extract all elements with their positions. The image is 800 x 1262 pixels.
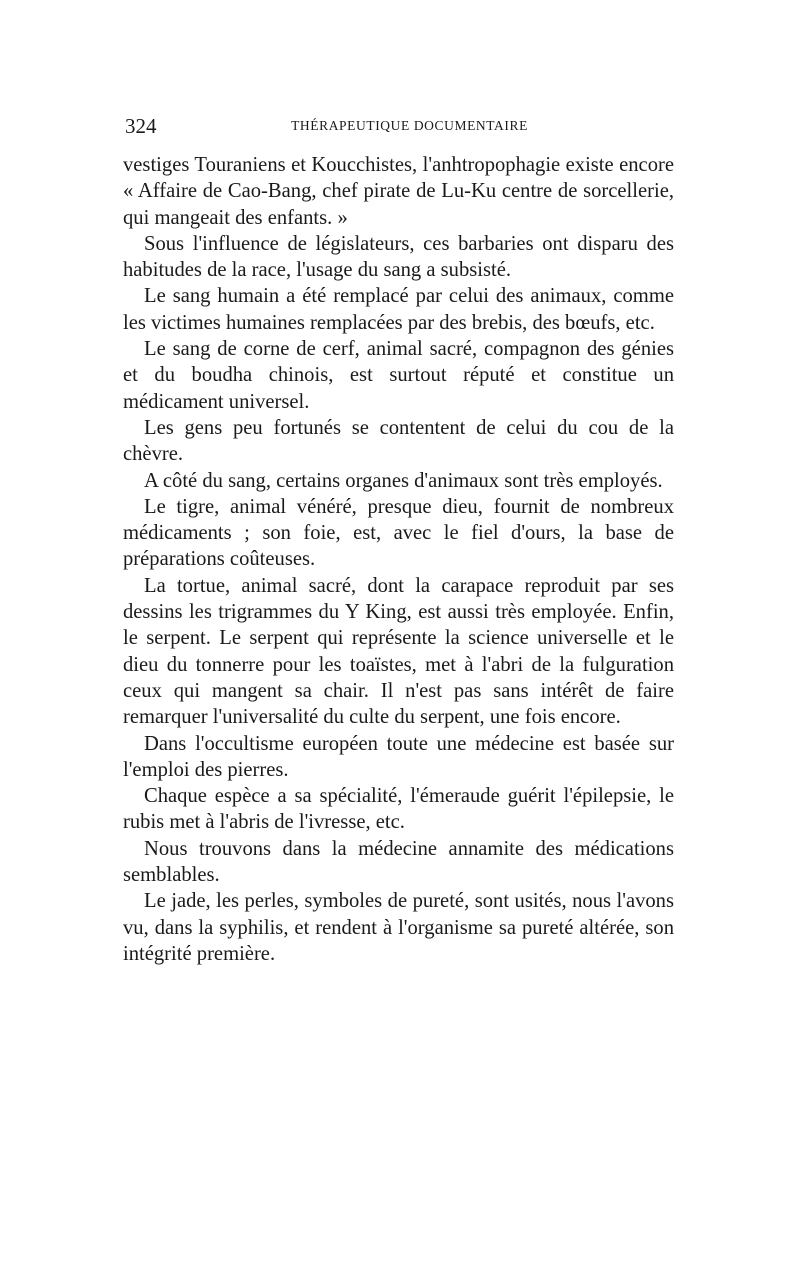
- paragraph: A côté du sang, certains organes d'animaux sont très employés.: [144, 469, 663, 492]
- paragraph: Les gens peu fortunés se contentent de celui du cou de la chèvre.: [123, 416, 674, 466]
- paragraph: Sous l'influence de législateurs, ces barbaries ont disparu des habitudes de la race, l'usage du sang a subsisté.: [123, 232, 674, 282]
- paragraph: vestiges Touraniens et Koucchistes, l'anhtropophagie existe encore « Affaire de Cao-Bang, chef pirate de Lu-Ku centre de sorcellerie, qui mangeait des enfants. »: [123, 154, 674, 229]
- paragraph: Le tigre, animal vénéré, presque dieu, fournit de nombreux médicaments ; son foie, est, avec le fiel d'ours, la base de préparations coûteuses.: [123, 495, 674, 571]
- paragraph: Nous trouvons dans la médecine annamite des médications semblables.: [123, 837, 674, 887]
- paragraph: Chaque espèce a sa spécialité, l'émeraude guérit l'épilepsie, le rubis met à l'abris de l'ivresse, etc.: [123, 785, 674, 834]
- paragraph: Le sang de corne de cerf, animal sacré, compagnon des génies et du boudha chinois, est surtout réputé et constitue un médicament universel.: [123, 338, 674, 413]
- paragraph: Le jade, les perles, symboles de pureté, sont usités, nous l'avons vu, dans la syphilis, et rendent à l'organisme sa pureté altérée, son intégrité première.: [123, 890, 674, 965]
- body-text: [123, 152, 674, 967]
- paragraph: Le sang humain a été remplacé par celui des animaux, comme les victimes humaines remplacées par des brebis, des bœufs, etc.: [123, 285, 674, 334]
- paragraph: La tortue, animal sacré, dont la carapace reproduit par ses dessins les trigrammes du Y King, est aussi très employée. Enfin, le serpent. Le serpent qui représente la science universelle et le dieu du tonnerre pour les toaïstes, met à l'abri de la fulguration ceux qui mangent sa chair. Il n'est pas sans intérêt de faire remarquer l'universalité du culte du serpent, une fois encore.: [123, 574, 674, 729]
- book-page: [123, 112, 674, 967]
- running-head: [123, 112, 674, 142]
- running-title: THÉRAPEUTIQUE DOCUMENTAIRE: [291, 118, 528, 133]
- paragraph: Dans l'occultisme européen toute une médecine est basée sur l'emploi des pierres.: [123, 732, 674, 781]
- page-number: 324: [125, 114, 157, 138]
